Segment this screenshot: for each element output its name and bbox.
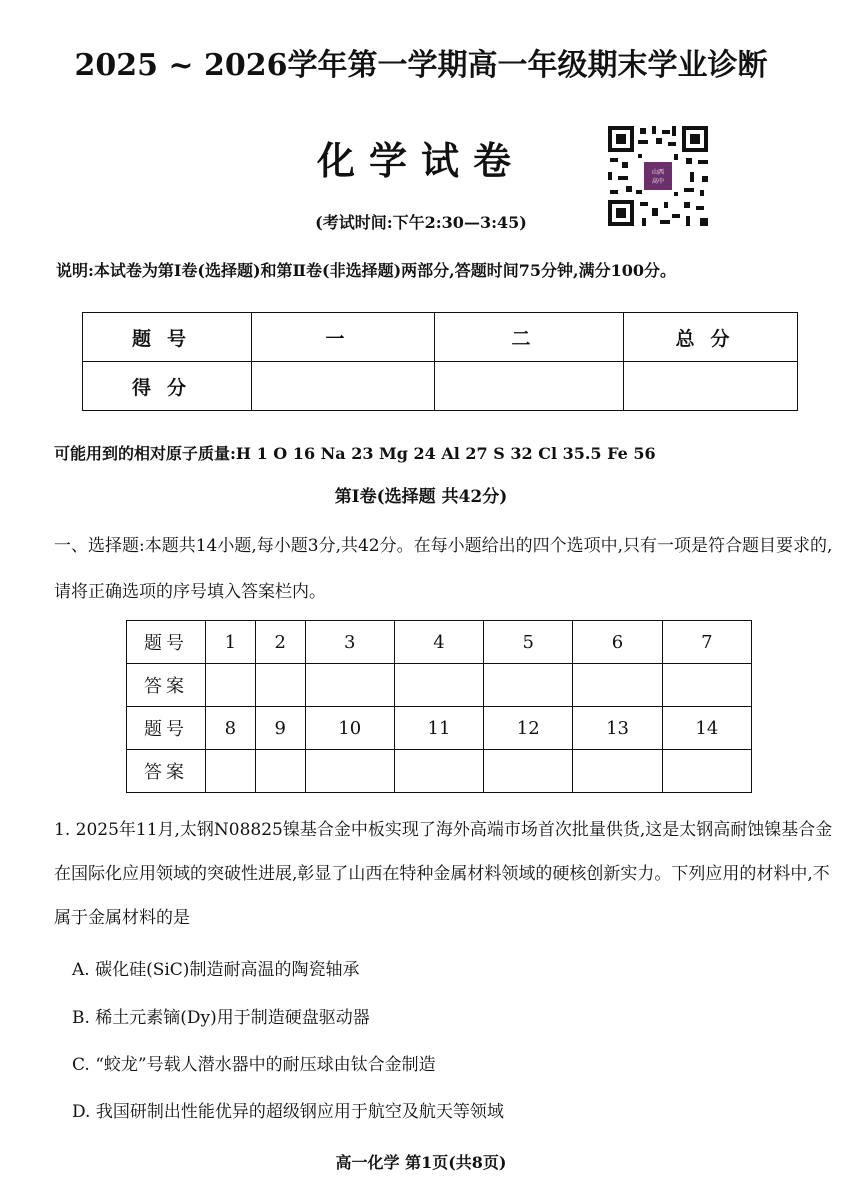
question-number: 3 [305,621,394,664]
question-number: 5 [484,621,573,664]
answer-cell[interactable] [305,750,394,793]
exam-title: 2025 ~ 2026学年第一学期高一年级期末学业诊断 [74,48,768,83]
svg-text:高中: 高中 [651,178,665,185]
answer-cell[interactable] [662,750,751,793]
score-table-value-row [83,362,798,411]
question-1-stem: 1. 2025年11月,太钢N08825镍基合金中板实现了海外高端市场首次批量供货,这是太钢高耐蚀镍基合金在国际化应用领域的突破性进展,彰显了山西在特种金属材料领域的硬核创新实力。下列应用的材料中,不属于金属材料的是 [54,820,833,928]
question-number: 2 [255,621,305,664]
answer-table [126,620,752,793]
score-label-cell: 题号 [83,313,252,362]
question-number: 12 [484,707,573,750]
question-number: 1 [206,621,256,664]
svg-text:山西: 山西 [651,169,665,176]
answer-cell[interactable] [206,664,256,707]
score-row-label: 得分 [83,362,252,411]
option-b: B. 稀土元素镝(Dy)用于制造硬盘驱动器 [72,1008,370,1028]
option-d: D. 我国研制出性能优异的超级钢应用于航空及航天等领域 [72,1102,504,1122]
answer-cell[interactable] [394,750,483,793]
score-part1-cell: 一 [252,313,435,362]
number-label: 题号 [127,707,206,750]
score-table [82,312,798,411]
score-part2-input[interactable] [435,362,624,411]
atomic-masses: 可能用到的相对原子质量:H 1 O 16 Na 23 Mg 24 Al 27 S 32 Cl 35.5 Fe 56 [54,444,656,463]
answer-label: 答案 [127,664,206,707]
question-number: 10 [305,707,394,750]
question-number: 14 [662,707,751,750]
question-number: 7 [662,621,751,664]
answer-cell[interactable] [662,664,751,707]
option-a: A. 碳化硅(SiC)制造耐高温的陶瓷轴承 [72,960,360,980]
question-number: 13 [573,707,662,750]
section-intro: 一、选择题:本题共14小题,每小题3分,共42分。在每小题给出的四个选项中,只有一项是符合题目要求的,请将正确选项的序号填入答案栏内。 [54,536,833,602]
answer-table-number-row [127,707,752,750]
answer-label: 答案 [127,750,206,793]
section-title: 第Ⅰ卷(选择题 共42分) [334,487,508,507]
answer-table-answer-row [127,664,752,707]
score-table-header-row [83,313,798,362]
answer-cell[interactable] [484,750,573,793]
score-total-input[interactable] [624,362,798,411]
answer-table-number-row [127,621,752,664]
exam-time: (考试时间:下午2:30—3:45) [315,213,527,232]
question-number: 6 [573,621,662,664]
option-c: C. “蛟龙”号载人潜水器中的耐压球由钛合金制造 [72,1055,436,1075]
answer-cell[interactable] [484,664,573,707]
qr-code-icon [606,124,710,228]
score-total-cell: 总分 [624,313,798,362]
question-number: 8 [206,707,256,750]
question-number: 11 [394,707,483,750]
number-label: 题号 [127,621,206,664]
score-part2-cell: 二 [435,313,624,362]
answer-cell[interactable] [573,750,662,793]
instruction-text: 说明:本试卷为第Ⅰ卷(选择题)和第Ⅱ卷(非选择题)两部分,答题时间75分钟,满分100分。 [56,261,676,280]
answer-cell[interactable] [255,750,305,793]
answer-cell[interactable] [305,664,394,707]
answer-table-answer-row [127,750,752,793]
answer-cell[interactable] [206,750,256,793]
score-part1-input[interactable] [252,362,435,411]
page-footer: 高一化学 第1页(共8页) [335,1153,507,1172]
question-number: 4 [394,621,483,664]
answer-cell[interactable] [394,664,483,707]
question-number: 9 [255,707,305,750]
answer-cell[interactable] [255,664,305,707]
subject-title: 化学试卷 [316,138,525,183]
answer-cell[interactable] [573,664,662,707]
